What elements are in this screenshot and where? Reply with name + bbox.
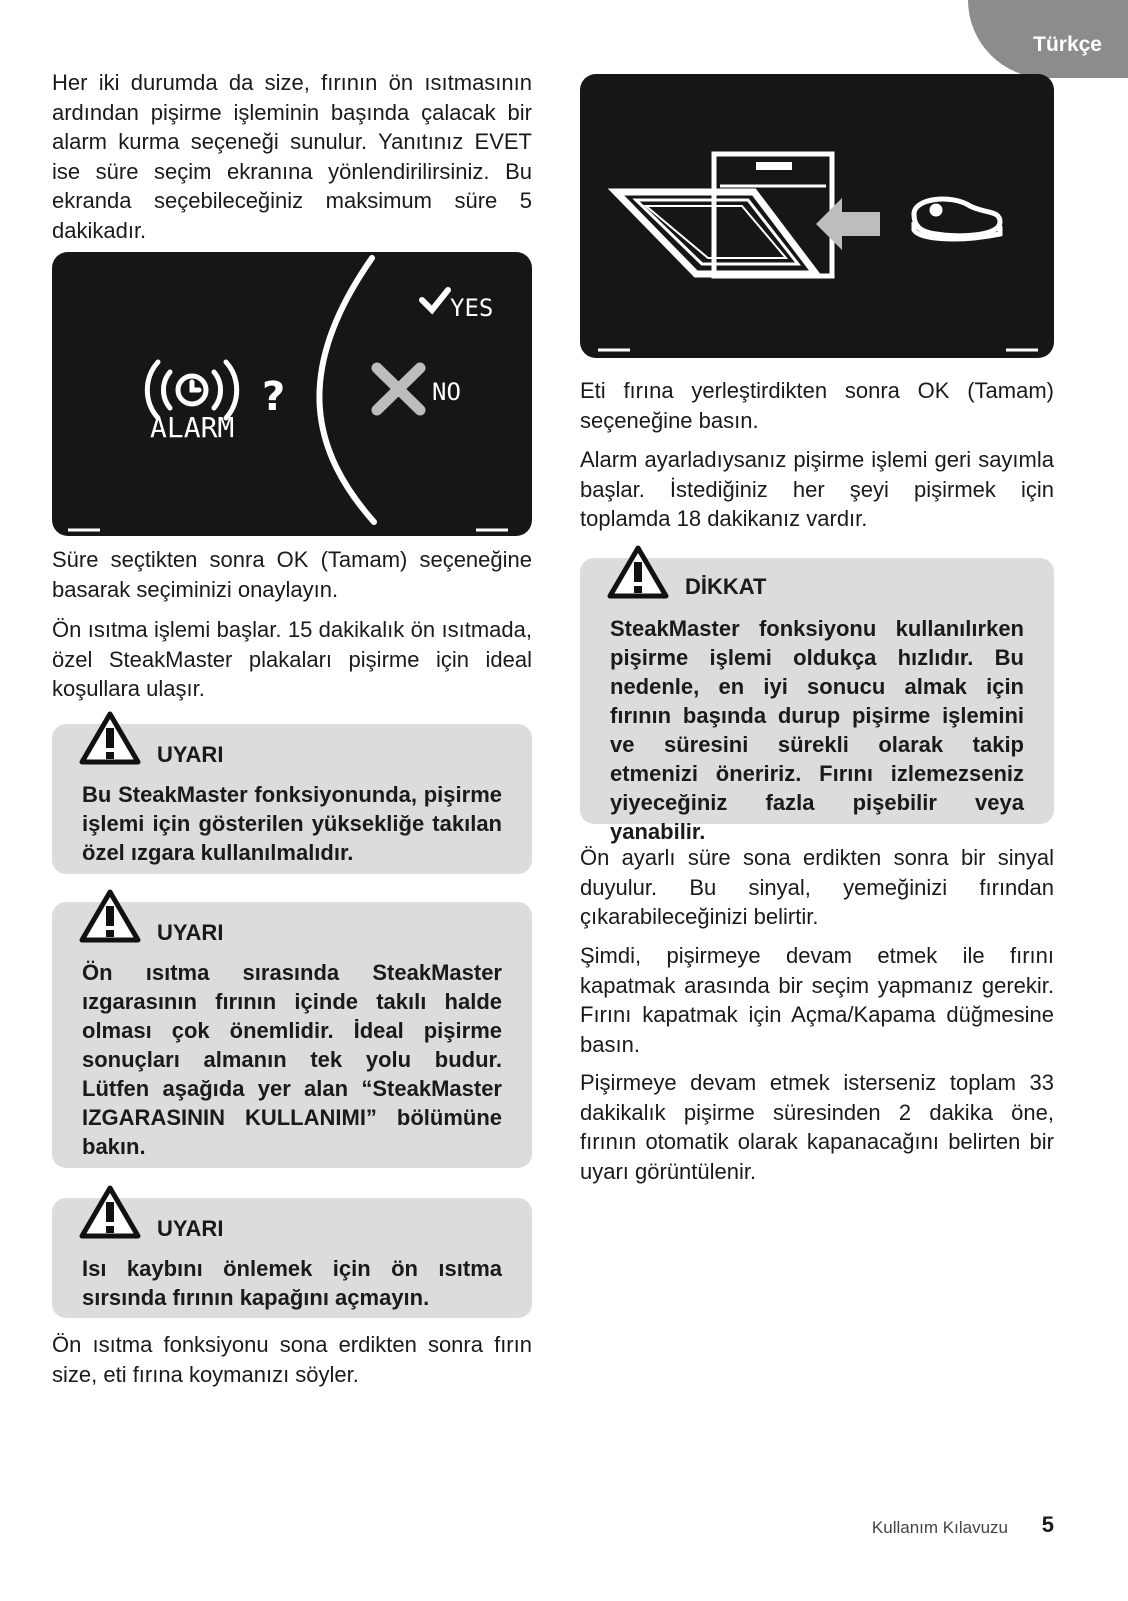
warning-title: UYARI xyxy=(157,920,224,945)
caution-text: SteakMaster fonksiyonu kullanılırken pişirme işlemi oldukça hızlıdır. Bu nedenle, en iyi sonucu almak için fırının başında durup pişirme işlemini ve süresini sürekli olarak takip etmenizi öneririz. Fırını izlemezseniz yiyeceğiniz fazla pişebilir veya yanabilir. xyxy=(610,616,1024,844)
page-number: 5 xyxy=(1041,1512,1054,1537)
alarm-screen-illustration xyxy=(52,252,532,536)
warning-triangle-icon xyxy=(78,710,142,766)
warning-title: UYARI xyxy=(157,742,224,767)
left-paragraph-4: Ön ısıtma fonksiyonu sona erdikten sonra fırın size, eti fırına koymanızı söyler. xyxy=(52,1332,532,1387)
right-paragraph-5: Pişirmeye devam etmek isterseniz toplam 33 dakikalık pişirme süresinden 2 dakika öne, fırının otomatik olarak kapanacağını belirten bir uyarı görüntülenir. xyxy=(580,1070,1054,1184)
warning-text: Isı kaybını önlemek için ön ısıtma sırsında fırının kapağını açmayın. xyxy=(82,1256,502,1310)
right-paragraph-3: Ön ayarlı süre sona erdikten sonra bir sinyal duyulur. Bu sinyal, yemeğinizi fırından çıkarabileceğinizi belirtir. xyxy=(580,845,1054,929)
language-tab xyxy=(968,0,1128,78)
cross-icon xyxy=(377,368,420,410)
caution-title: DİKKAT xyxy=(685,574,767,599)
question-mark: ? xyxy=(262,374,286,420)
warning-box-2 xyxy=(52,902,532,1168)
alarm-icon xyxy=(147,362,236,418)
yes-label: YES xyxy=(450,294,494,322)
language-label: Türkçe xyxy=(1033,33,1102,56)
warning-text: Ön ısıtma sırasında SteakMaster ızgarasının fırının içinde takılı halde olması çok önemlidir. İdeal pişirme sonuçları almanın tek yolu budur. Lütfen aşağıda yer alan “SteakMaster IZGARASININ KULLANIMI” bölümüne bakın. xyxy=(82,960,502,1159)
insert-arrow-icon xyxy=(816,198,880,250)
warning-box-3 xyxy=(52,1198,532,1318)
warning-title: UYARI xyxy=(157,1216,224,1241)
left-paragraph-3: Ön ısıtma işlemi başlar. 15 dakikalık ön ısıtmada, özel SteakMaster plakaları pişirme için ideal koşullara ulaşır. xyxy=(52,617,532,701)
selector-arc xyxy=(319,258,374,522)
no-label: NO xyxy=(432,378,461,406)
steak-icon xyxy=(914,199,1000,239)
alarm-label: ALARM xyxy=(150,411,235,444)
warning-triangle-icon xyxy=(78,888,142,944)
right-paragraph-2: Alarm ayarladıysanız pişirme işlemi geri sayımla başlar. İstediğiniz her şeyi pişirmek için toplamda 18 dakikanız vardır. xyxy=(580,447,1054,531)
right-paragraph-1: Eti fırına yerleştirdikten sonra OK (Tamam) seçeneğine basın. xyxy=(580,378,1054,433)
warning-triangle-icon xyxy=(78,1184,142,1240)
check-icon xyxy=(422,290,448,310)
left-paragraph-2: Süre seçtikten sonra OK (Tamam) seçeneğine basarak seçiminizi onaylayın. xyxy=(52,547,532,602)
caution-box xyxy=(580,558,1054,844)
warning-text: Bu SteakMaster fonksiyonunda, pişirme işlemi için gösterilen yüksekliğe takılan özel ızgara kullanılmalıdır. xyxy=(82,782,502,865)
warning-triangle-icon xyxy=(606,544,670,600)
footer-label: Kullanım Kılavuzu xyxy=(871,1518,1008,1537)
left-paragraph-1: Her iki durumda da size, fırının ön ısıtmasının ardından pişirme işleminin başında çalacak bir alarm kurma seçeneği sunulur. Yanıtınız EVET ise süre seçim ekranına yönlendirilirsiniz. Bu ekranda seçebileceğiniz maksimum süre 5 dakikadır. xyxy=(52,70,532,243)
oven-screen-illustration xyxy=(580,74,1054,358)
warning-box-1 xyxy=(52,724,532,874)
right-paragraph-4: Şimdi, pişirmeye devam etmek ile fırını kapatmak arasında bir seçim yapmanız gerekir. Fırını kapatmak için Açma/Kapama düğmesine basın. xyxy=(580,943,1054,1057)
